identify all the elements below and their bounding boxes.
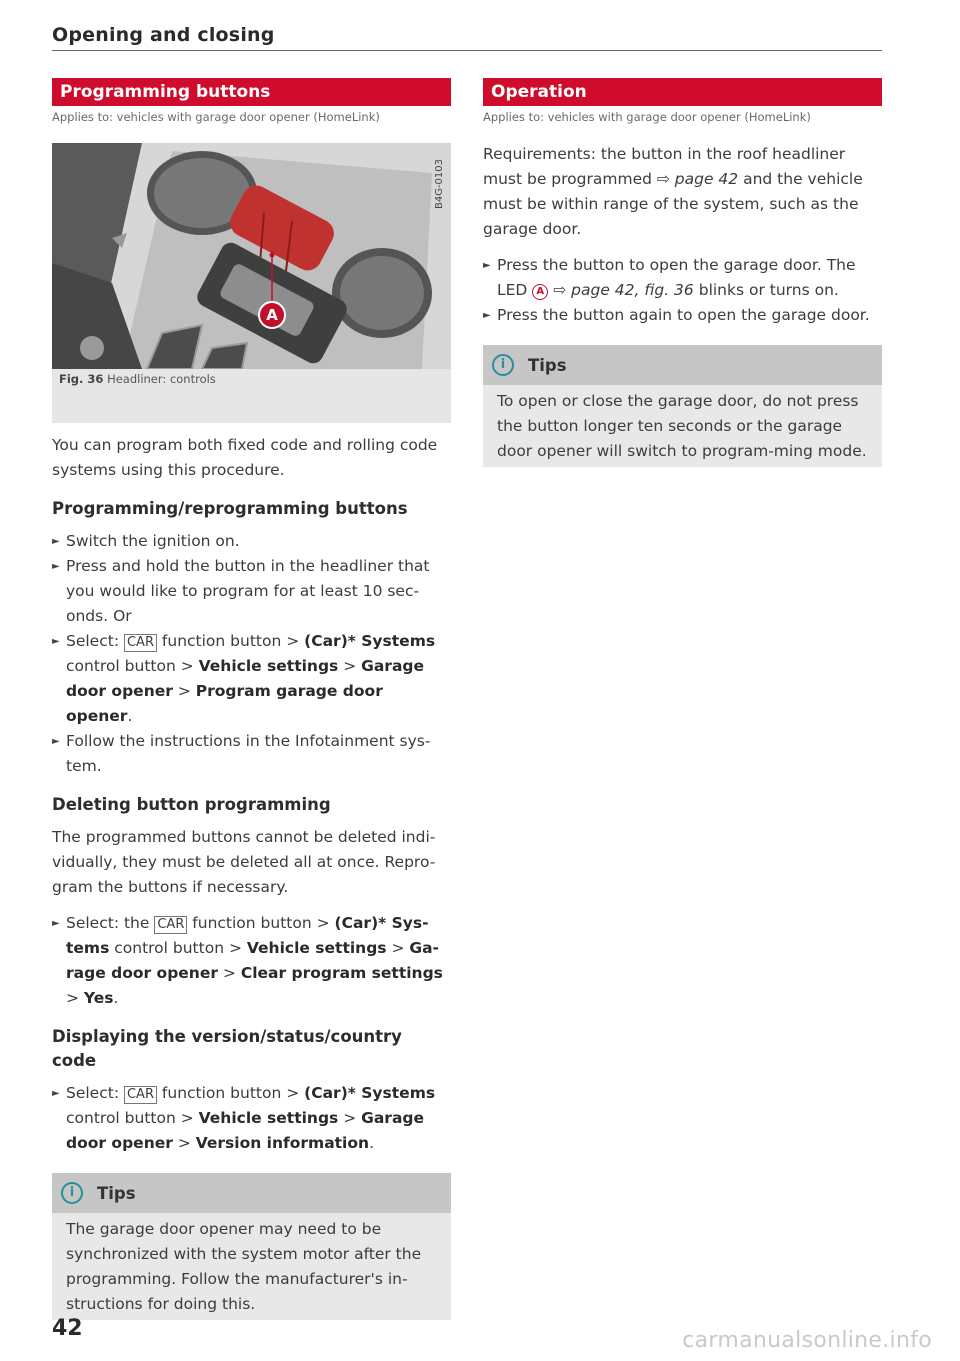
heading-programming: Programming/reprogramming buttons — [52, 499, 408, 518]
figure-caption-text: Headliner: controls — [107, 372, 216, 386]
figure-label: Fig. 36 — [59, 372, 104, 386]
section-title-programming: Programming buttons — [52, 78, 451, 106]
figure-code: B4G-0103 — [434, 159, 445, 210]
tips-title: Tips — [528, 355, 567, 375]
info-icon: i — [492, 354, 514, 376]
car-key-label: CAR — [154, 916, 187, 934]
list-item: ► Press the button again to open the garage door. — [483, 303, 882, 328]
list-item: ► Select: CAR function button > (Car)* Systems control button > Vehicle settings > Garage door opener > Program garage door opener. — [52, 629, 451, 729]
section-title-operation: Operation — [483, 78, 882, 106]
heading-version: Displaying the version/status/country code — [52, 1027, 402, 1070]
header-divider — [52, 50, 882, 51]
list-item: ► Select: the CAR function button > (Car)* Sys-tems control button > Vehicle settings > Ga-rage door opener > Clear program settings > Yes. — [52, 911, 451, 1011]
tips-box-right — [483, 345, 882, 467]
headliner-illustration — [52, 143, 451, 369]
led-marker-a: A — [532, 284, 548, 300]
figure-caption — [59, 372, 216, 386]
operation-steps — [483, 253, 882, 328]
right-column — [483, 78, 882, 467]
info-icon: i — [61, 1182, 83, 1204]
car-key-label: CAR — [124, 1086, 157, 1104]
list-item: ► Select: CAR function button > (Car)* Systems control button > Vehicle settings > Garage door opener > Version information. — [52, 1081, 451, 1156]
delete-paragraph: The programmed buttons cannot be deleted indi-vidually, they must be deleted all at once. Repro-gram the buttons if necessary. — [52, 828, 436, 896]
list-item: ► Press and hold the button in the headliner that you would like to program for at least 10 sec-onds. Or — [52, 554, 451, 629]
applies-to-note: Applies to: vehicles with garage door opener (HomeLink) — [483, 110, 811, 124]
callout-marker-a: A — [258, 301, 286, 329]
heading-deleting: Deleting button programming — [52, 795, 331, 814]
figure-headliner-controls — [52, 143, 451, 423]
requirements-paragraph: Requirements: the button in the roof headliner must be programmed ⇨ page 42 and the vehicle must be within range of the system, such as the garage door. — [483, 145, 863, 238]
list-item: ► Switch the ignition on. — [52, 529, 451, 554]
intro-paragraph: You can program both fixed code and rolling code systems using this procedure. — [52, 436, 438, 479]
applies-to-note: Applies to: vehicles with garage door opener (HomeLink) — [52, 110, 380, 124]
watermark: carmanualsonline.info — [682, 1328, 932, 1353]
figure-reference-link[interactable]: ⇨ page 42, fig. 36 — [548, 281, 694, 299]
version-steps — [52, 1081, 451, 1156]
page-number: 42 — [52, 1316, 83, 1341]
tips-title: Tips — [97, 1183, 136, 1203]
delete-steps — [52, 911, 451, 1011]
programming-steps — [52, 529, 451, 779]
tips-text: To open or close the garage door, do not press the button longer ten seconds or the garage door opener will switch to program-ming mode. — [497, 392, 867, 460]
car-key-label: CAR — [124, 634, 157, 652]
list-item: ► Press the button to open the garage door. The LED A ⇨ page 42, fig. 36 blinks or turns on. — [483, 253, 882, 303]
page-reference-link[interactable]: ⇨ page 42 — [656, 170, 739, 188]
left-column — [52, 78, 451, 1320]
list-item: ► Follow the instructions in the Infotainment sys-tem. — [52, 729, 451, 779]
tips-text: The garage door opener may need to be synchronized with the system motor after the programming. Follow the manufacturer's in-structions for doing this. — [66, 1220, 422, 1313]
page-header-title: Opening and closing — [52, 24, 275, 46]
tips-box-left — [52, 1173, 451, 1320]
